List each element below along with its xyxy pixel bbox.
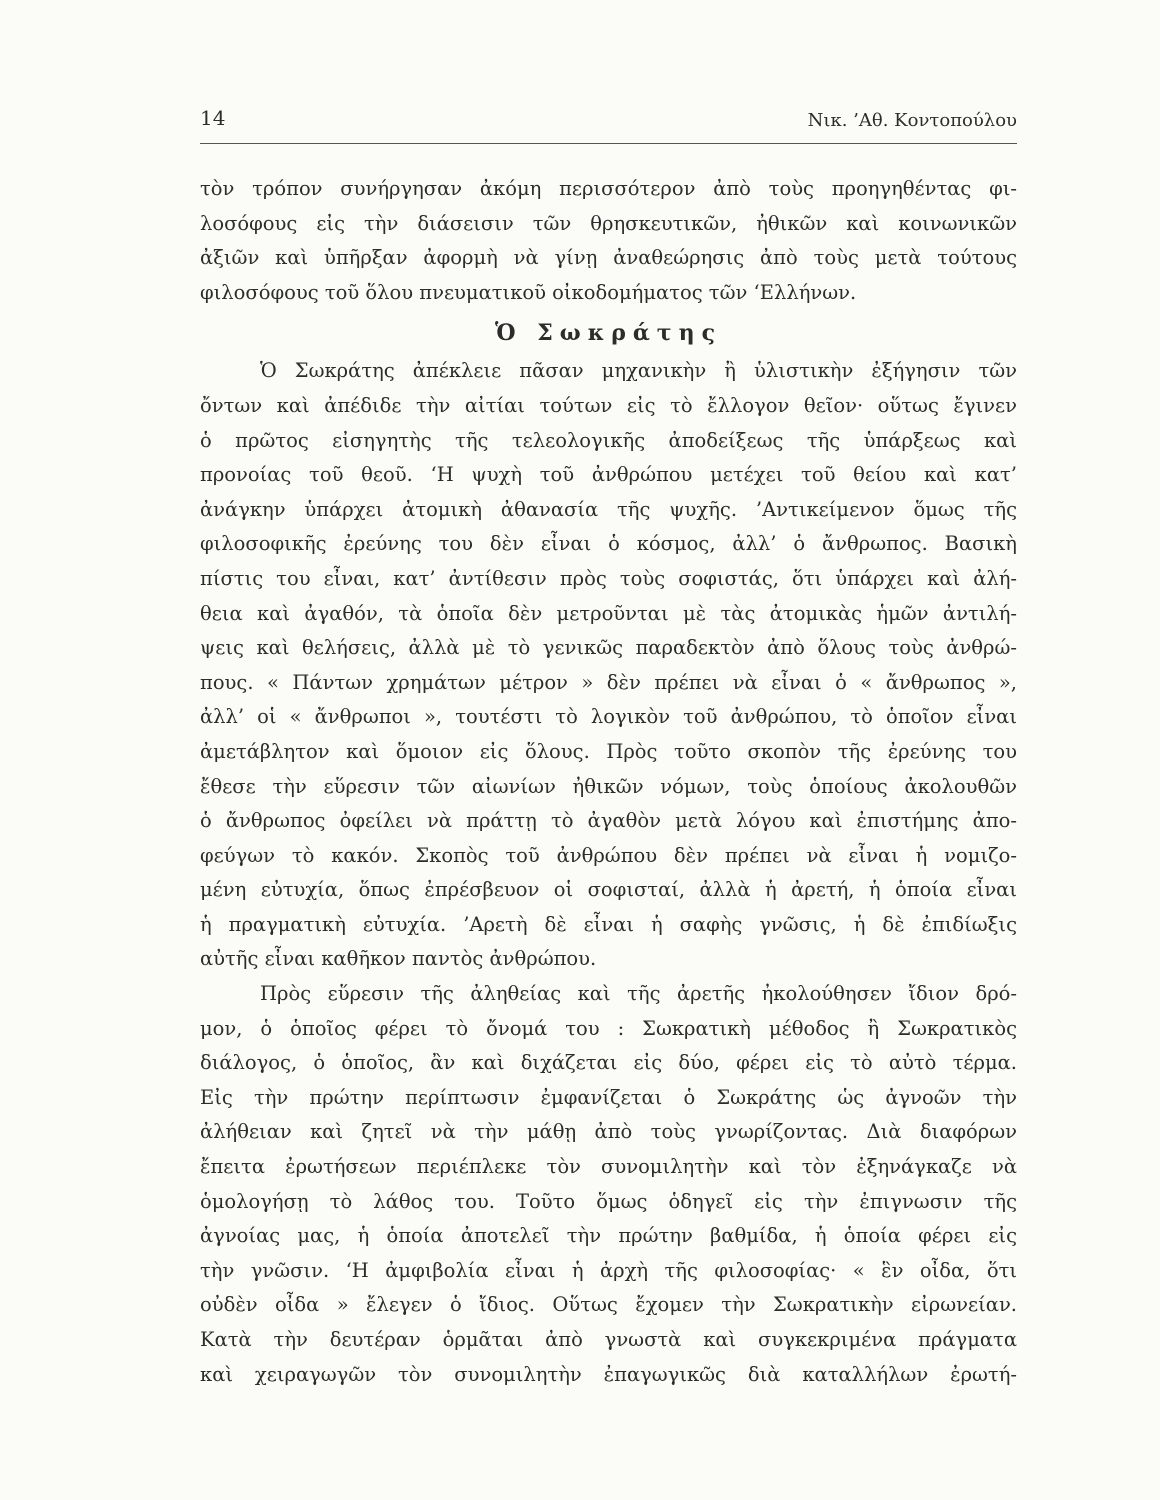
text-line: ὁ πρῶτος εἰσηγητὴς τῆς τελεολογικῆς ἀποδείξεως τῆς ὑπάρξεως καὶ (200, 428, 1017, 452)
text-line: τὴν γνῶσιν. ‘Η ἀμφιβολία εἶναι ἡ ἀρχὴ τῆς φιλοσοφίας· « ἓν οἶδα, ὅτι (200, 1258, 1017, 1282)
text-line: φιλοσοφικῆς ἐρεύνης του δὲν εἶναι ὁ κόσμος, ἀλλ’ ὁ ἄνθρωπος. Βασικὴ (200, 532, 1017, 556)
text-line: ἀλήθειαν καὶ ζητεῖ νὰ τὴν μάθῃ ἀπὸ τοὺς γνωρίζοντας. Διὰ διαφόρων (200, 1120, 1017, 1144)
header-rule (200, 143, 1017, 144)
text-line: ψεις καὶ θελήσεις, ἀλλὰ μὲ τὸ γενικῶς παραδεκτὸν ἀπὸ ὅλους τοὺς ἀνθρώ- (200, 636, 1017, 660)
text-line: πίστις του εἶναι, κατ’ ἀντίθεσιν πρὸς τοὺς σοφιστάς, ὅτι ὑπάρχει καὶ ἀλή- (200, 566, 1017, 590)
text-line: μένη εὐτυχία, ὅπως ἐπρέσβευον οἱ σοφισταί, ἀλλὰ ἡ ἀρετή, ἡ ὁποία εἶναι (200, 878, 1017, 902)
text-line: διάλογος, ὁ ὁποῖος, ἂν καὶ διχάζεται εἰς δύο, φέρει εἰς τὸ αὐτὸ τέρμα. (200, 1051, 1017, 1075)
text-line: μον, ὁ ὁποῖος φέρει τὸ ὄνομά του : Σωκρατικὴ μέθοδος ἢ Σωκρατικὸς (200, 1016, 1017, 1040)
text-line: Ὁ Σωκράτης ἀπέκλειε πᾶσαν μηχανικὴν ἢ ὑλιστικὴν ἐξήγησιν τῶν (260, 359, 1017, 383)
page-header (200, 106, 1017, 140)
text-line: ἔπειτα ἐρωτήσεων περιέπλεκε τὸν συνομιλητὴν καὶ τὸν ἐξηνάγκαζε νὰ (200, 1155, 1017, 1179)
text-line: Κατὰ τὴν δευτέραν ὁρμᾶται ἀπὸ γνωστὰ καὶ συγκεκριμένα πράγματα (200, 1328, 1017, 1351)
text-line: Εἰς τὴν πρώτην περίπτωσιν ἐμφανίζεται ὁ Σωκράτης ὡς ἀγνοῶν τὴν (200, 1085, 1017, 1109)
text-line: ἀγνοίας μας, ἡ ὁποία ἀποτελεῖ τὴν πρώτην βαθμίδα, ἡ ὁποία φέρει εἰς (200, 1224, 1017, 1248)
text-line: οὐδὲν οἶδα » ἔλεγεν ὁ ἴδιος. Οὕτως ἔχομεν τὴν Σωκρατικὴν εἰρωνείαν. (200, 1293, 1017, 1317)
section-heading: Ὁ Σωκράτης (495, 320, 722, 347)
paragraph-1 (200, 172, 1017, 310)
body-text (200, 172, 1017, 1392)
text-line: πους. « Πάντων χρημάτων μέτρον » δὲν πρέπει νὰ εἶναι ὁ « ἄνθρωπος », (200, 670, 1017, 694)
text-line: ὁμολογήσῃ τὸ λάθος του. Τοῦτο ὅμως ὁδηγεῖ εἰς τὴν ἐπιγνωσιν τῆς (200, 1189, 1017, 1213)
text-line: Πρὸς εὕρεσιν τῆς ἀληθείας καὶ τῆς ἀρετῆς ἠκολούθησεν ἴδιον δρό- (260, 982, 1017, 1006)
text-line: ἀνάγκην ὑπάρχει ἀτομικὴ ἀθανασία τῆς ψυχῆς. ’Αντικείμενον ὅμως τῆς (200, 497, 1017, 521)
text-line: αὐτῆς εἶναι καθῆκον παντὸς ἀνθρώπου. (200, 947, 597, 971)
text-line: τὸν τρόπον συνήργησαν ἀκόμη περισσότερον ἀπὸ τοὺς προηγηθέντας φι- (200, 177, 1017, 200)
text-line: ὁ ἄνθρωπος ὀφείλει νὰ πράττῃ τὸ ἀγαθὸν μετὰ λόγου καὶ ἐπιστήμης ἀπο- (200, 809, 1017, 833)
text-line: φεύγων τὸ κακόν. Σκοπὸς τοῦ ἀνθρώπου δὲν πρέπει νὰ εἶναι ἡ νομιζο- (200, 843, 1017, 867)
text-line: ἡ πραγματικὴ εὐτυχία. ’Αρετὴ δὲ εἶναι ἡ σαφὴς γνῶσις, ἡ δὲ ἐπιδίωξις (200, 912, 1017, 936)
paragraph-3 (200, 977, 1017, 1392)
text-line: φιλοσόφους τοῦ ὅλου πνευματικοῦ οἰκοδομήματος τῶν ‘Ελλήνων. (200, 280, 857, 304)
text-line: ἔθεσε τὴν εὕρεσιν τῶν αἰωνίων ἠθικῶν νόμων, τοὺς ὁποίους ἀκολουθῶν (200, 774, 1017, 798)
text-line: λοσόφους εἰς τὴν διάσεισιν τῶν θρησκευτικῶν, ἠθικῶν καὶ κοινωνικῶν (200, 211, 1017, 235)
text-line: ἀμετάβλητον καὶ ὅμοιον εἰς ὅλους. Πρὸς τοῦτο σκοπὸν τῆς ἐρεύνης του (200, 739, 1017, 763)
paragraph-2 (200, 354, 1017, 977)
text-line: καὶ χειραγωγῶν τὸν συνομιλητὴν ἐπαγωγικῶς διὰ καταλλήλων ἐρωτή- (200, 1362, 1017, 1386)
text-line: θεια καὶ ἀγαθόν, τὰ ὁποῖα δὲν μετροῦνται μὲ τὰς ἀτομικὰς ἡμῶν ἀντιλή- (200, 601, 1017, 625)
page-number: 14 (200, 106, 226, 130)
text-line: ἀξιῶν καὶ ὑπῆρξαν ἀφορμὴ νὰ γίνῃ ἀναθεώρησις ἀπὸ τοὺς μετὰ τούτους (200, 246, 1017, 270)
text-line: ἀλλ’ οἱ « ἄνθρωποι », τουτέστι τὸ λογικὸν τοῦ ἀνθρώπου, τὸ ὁποῖον εἶναι (200, 705, 1017, 729)
text-line: ὄντων καὶ ἀπέδιδε τὴν αἰτίαι τούτων εἰς τὸ ἔλλογον θεῖον· οὕτως ἔγινεν (200, 393, 1017, 417)
running-head: Νικ. ’Αθ. Κοντοπούλου (807, 110, 1017, 131)
text-line: προνοίας τοῦ θεοῦ. ‘Η ψυχὴ τοῦ ἀνθρώπου μετέχει τοῦ θείου καὶ κατ’ (200, 463, 1017, 487)
